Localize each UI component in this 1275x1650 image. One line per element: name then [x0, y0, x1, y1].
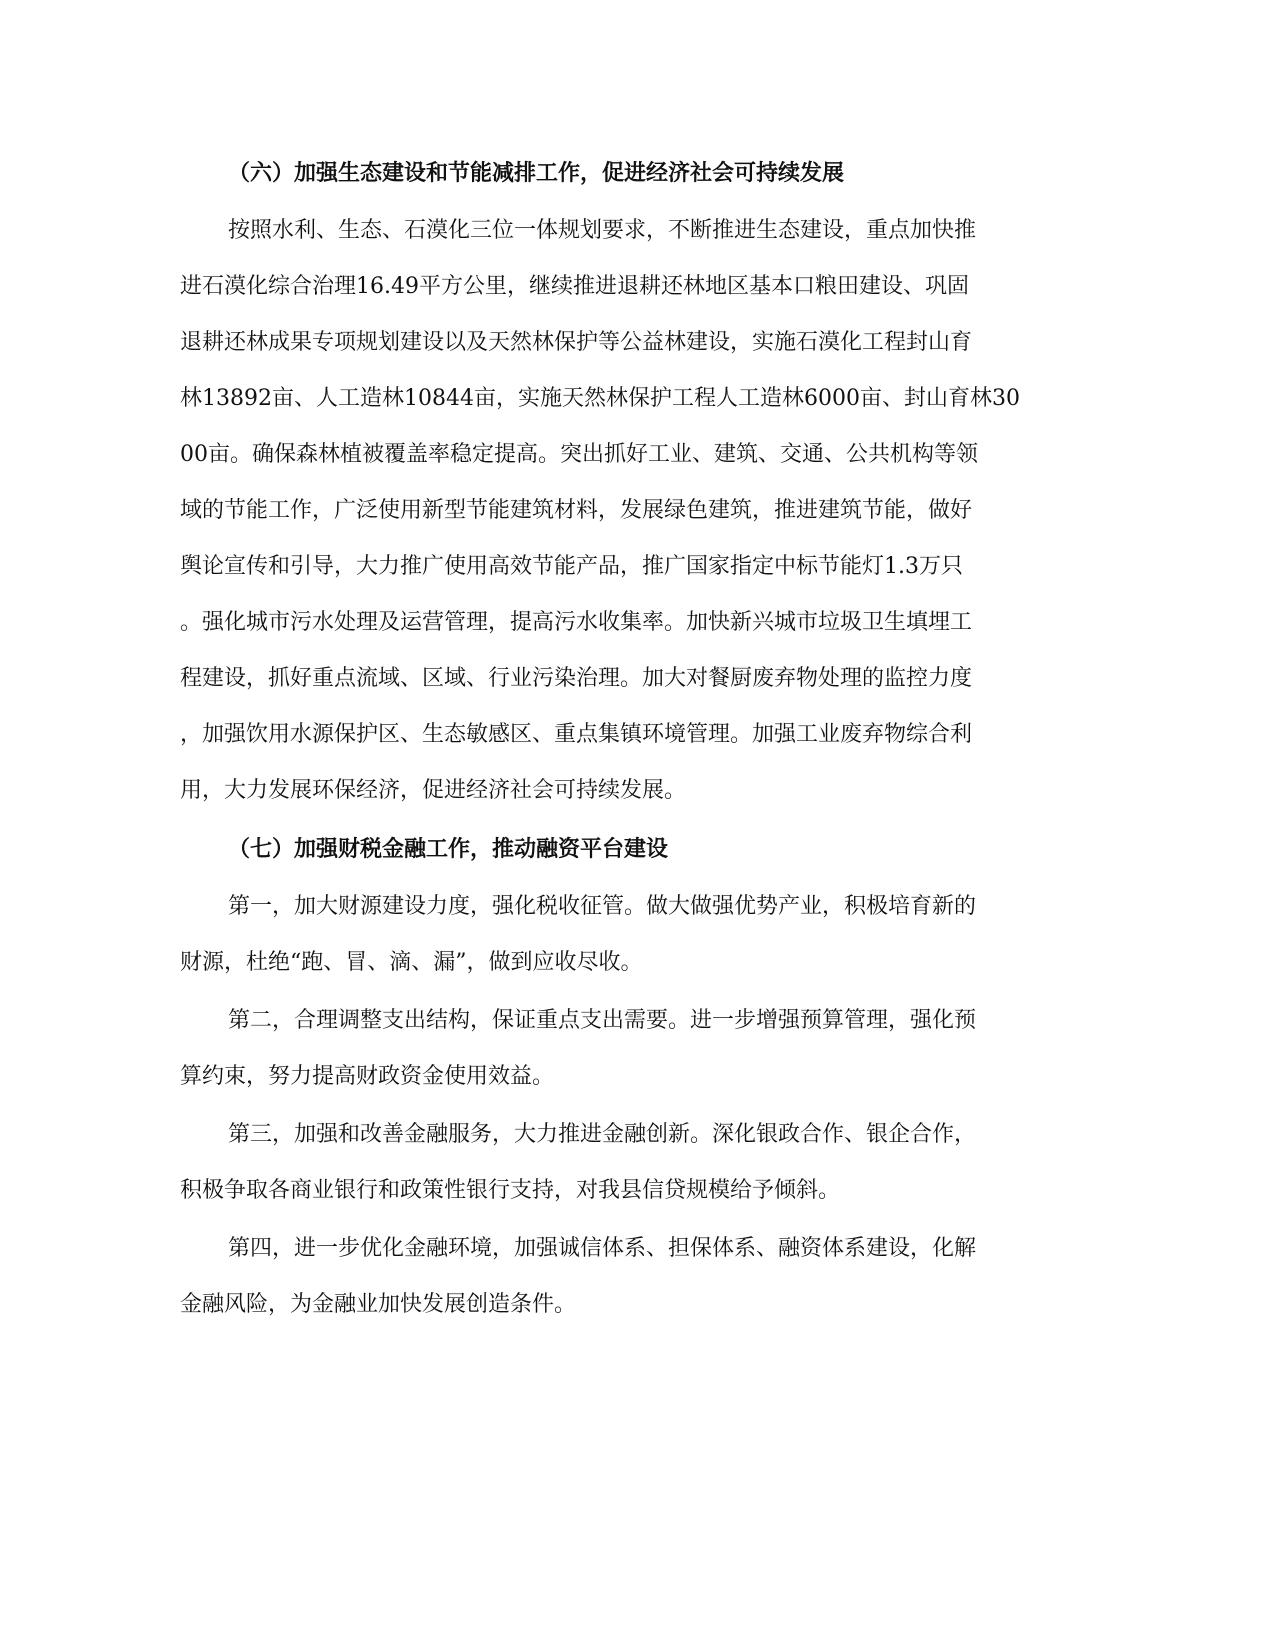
paragraph [180, 216, 1040, 806]
paragraph [180, 1234, 1040, 1320]
paragraph-line: 域的节能工作，广泛使用新型节能建筑材料，发展绿色建筑，推进建筑节能，做好 [180, 498, 973, 523]
section-heading: （六）加强生态建设和节能减排工作，促进经济社会可持续发展 [228, 160, 845, 186]
paragraph-line: ，加强饮用水源保护区、生态敏感区、重点集镇环境管理。加强工业废弃物综合利 [180, 722, 973, 747]
paragraph-line: 退耕还林成果专项规划建设以及天然林保护等公益林建设，实施石漠化工程封山育 [180, 330, 973, 355]
paragraph-line: 按照水利、生态、石漠化三位一体规划要求，不断推进生态建设，重点加快推 [228, 218, 977, 243]
paragraph-line: 积极争取各商业银行和政策性银行支持，对我县信贷规模给予倾斜。 [180, 1178, 841, 1203]
section-heading: （七）加强财税金融工作，推动融资平台建设 [228, 836, 669, 862]
paragraph-line: 第二，合理调整支出结构，保证重点支出需要。进一步增强预算管理，强化预 [228, 1008, 977, 1033]
paragraph-line: 财源，杜绝“跑、冒、滴、漏”，做到应收尽收。 [180, 950, 643, 975]
paragraph [180, 892, 1040, 978]
paragraph [180, 1120, 1040, 1206]
paragraph-line: 进石漠化综合治理16.49平方公里，继续推进退耕还林地区基本口粮田建设、巩固 [180, 274, 969, 299]
document-body [180, 158, 1040, 1320]
paragraph-line: 林13892亩、人工造林10844亩，实施天然林保护工程人工造林6000亩、封山育林30 [180, 386, 1020, 411]
paragraph-line: 算约束，努力提高财政资金使用效益。 [180, 1064, 555, 1089]
paragraph [180, 1006, 1040, 1092]
paragraph-line: 金融风险，为金融业加快发展创造条件。 [180, 1292, 577, 1317]
paragraph-line: 第一，加大财源建设力度，强化税收征管。做大做强优势产业，积极培育新的 [228, 894, 977, 919]
paragraph-line: 第三，加强和改善金融服务，大力推进金融创新。深化银政合作、银企合作， [228, 1122, 977, 1147]
paragraph-line: 第四，进一步优化金融环境，加强诚信体系、担保体系、融资体系建设，化解 [228, 1236, 977, 1261]
paragraph-line: 。强化城市污水处理及运营管理，提高污水收集率。加快新兴城市垃圾卫生填埋工 [180, 610, 973, 635]
paragraph-line: 用，大力发展环保经济，促进经济社会可持续发展。 [180, 778, 687, 803]
paragraph-line: 舆论宣传和引导，大力推广使用高效节能产品，推广国家指定中标节能灯1.3万只 [180, 554, 963, 579]
paragraph-line: 00亩。确保森林植被覆盖率稳定提高。突出抓好工业、建筑、交通、公共机构等领 [180, 442, 978, 467]
paragraph-line: 程建设，抓好重点流域、区域、行业污染治理。加大对餐厨废弃物处理的监控力度 [180, 666, 973, 691]
